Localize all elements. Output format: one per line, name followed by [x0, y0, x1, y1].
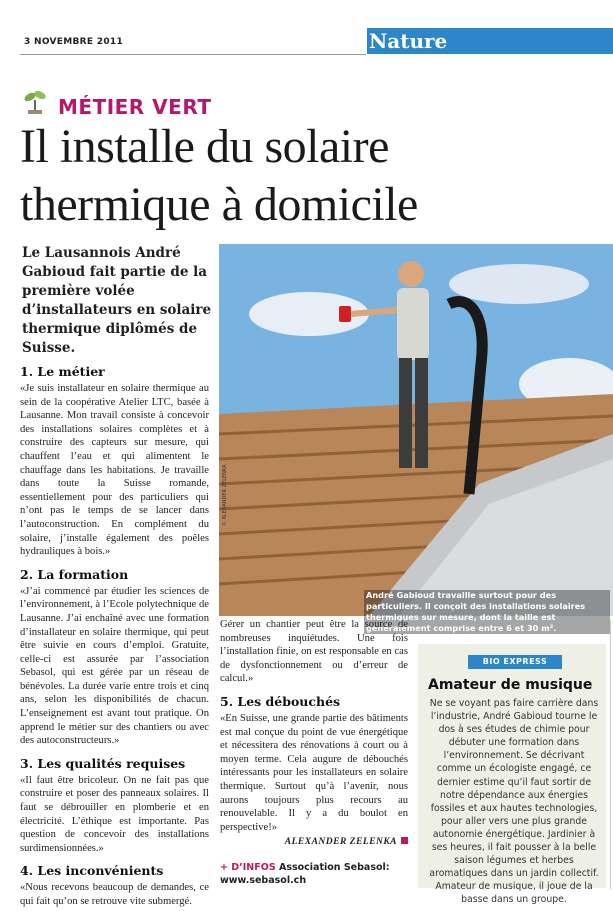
header-rule	[20, 54, 366, 55]
author-name: ALEXANDER ZELENKA	[284, 837, 397, 848]
headline	[20, 118, 610, 234]
article-column-2	[220, 618, 408, 887]
section-banner	[367, 28, 613, 54]
section-title: 4. Les inconvénients	[20, 863, 164, 879]
article-photo	[219, 244, 613, 633]
section-name: Nature	[369, 29, 448, 53]
section-title: 2. La formation	[20, 566, 129, 582]
section-text: «J’ai commencé par étudier les sciences de l’environnement, à l’Ecole polytechnique de Lausanne. J’ai enchaîné avec une formation d’installateur en solaire thermique, qui peut être suivie en cours d’emploi. Gratuite, celle-ci est assurée par l’association Sebasol, qui est gérée par un réseau de bénévoles. La durée varie entre trois et cinq ans, selon les disponibilités de chacun. L’enseignement est avant tout pratique. On apprend le métier sur des chantiers ou avec des autoconstructeurs.»	[20, 585, 209, 747]
section-text: «Je suis installateur en solaire thermique au sein de la coopérative Atelier LTC, basée à Lausanne. Mon travail consiste à concevoir des installations solaires complètes et à construire des capteurs sur mesure, qui chauffent l’eau et qui alimentent le chauffage dans les habitations. Je travaille dans toute la Suisse romande, essentiellement pour des particuliers qui n’ont pas le temps de se lancer dans l’autoconstruction. En complément du solaire, j’installe également des poêles hydrauliques à bois.»	[20, 383, 209, 558]
sprout-icon	[24, 88, 46, 114]
bio-badge: BIO EXPRESS	[468, 655, 562, 669]
photo-illustration	[219, 244, 613, 616]
article-column-1	[20, 364, 209, 911]
section-text: «Nous recevons beaucoup de demandes, ce qui fait qu’on se retrouve vite submergé.	[20, 882, 209, 907]
kicker: MÉTIER VERT	[58, 95, 212, 119]
headline-line-1: Il installe du solaire	[20, 120, 389, 173]
section-title: 3. Les qualités requises	[20, 755, 186, 771]
author-signature	[220, 837, 408, 847]
issue-date: 3 NOVEMBRE 2011	[24, 37, 124, 47]
lead-paragraph: Le Lausannois André Gabioud fait partie de la première volée d’installateurs en solaire thermique diplômés de Suisse.	[22, 245, 212, 356]
section-text: «En Suisse, une grande partie des bâtiments est mal conçue du point de vue énergétique et nécessitera des rénovations à court ou à moyen terme. Cela augure de débouchés intéressants pour les installateurs en solaire thermique. Surtout qu’à l’avenir, nous aurons toujours plus recours au renouvelable. Il y a du boulot en perspective!»	[220, 712, 408, 833]
more-info-org: Association Sebasol:	[275, 862, 390, 874]
section-title: 5. Les débouchés	[220, 693, 341, 709]
section-title: 1. Le métier	[20, 364, 105, 379]
more-info-label: + D’INFOS	[220, 862, 276, 874]
bio-text: Ne se voyant pas faire carrière dans l’industrie, André Gabioud tourne le dos à ses études de chimie pour débuter une formation dans l’environnement. Se décrivant comme un écologiste engagé, ce dernier estime qu’il faut sortir de notre dépendance aux énergies fossiles et aux hautes technologies, pour aller vers une plus grande autonomie énergétique. Jardinier à ses heures, il fait pousser à la belle saison légumes et herbes aromatiques dans un jardin collectif. Amateur de musique, il joue de la basse dans un groupe.	[429, 698, 599, 906]
end-mark-icon	[401, 837, 408, 844]
page-edge-rule	[610, 620, 611, 889]
section-text: «Il faut être bricoleur. On ne fait pas que construire et poser des panneaux solaires. Il faut se débrouiller en plomberie et en électricité. L’éthique est importante. Pas question de concevoir des installations surdimensionnées.»	[20, 774, 209, 854]
page-header	[0, 28, 613, 56]
photo-credit: © ALEXANDER ZELENKA	[222, 464, 228, 526]
more-info-link[interactable]: www.sebasol.ch	[220, 875, 307, 887]
bio-title: Amateur de musique	[428, 677, 593, 693]
more-info	[220, 861, 408, 887]
bio-express-box	[418, 644, 606, 906]
photo-caption: André Gabioud travaille surtout pour des particuliers. Il conçoit des installations solaires thermiques sur mesure, dont la taille est généralement comprise entre 6 et 30 m².	[364, 590, 610, 634]
section-text-continued: Gérer un chantier peut être la source de nombreuses inquiétudes. Une fois l’installation finie, on est responsable en cas de dysfonctionnement ou d’erreur de calcul.»	[220, 619, 408, 685]
headline-line-2: thermique à domicile	[20, 178, 418, 231]
